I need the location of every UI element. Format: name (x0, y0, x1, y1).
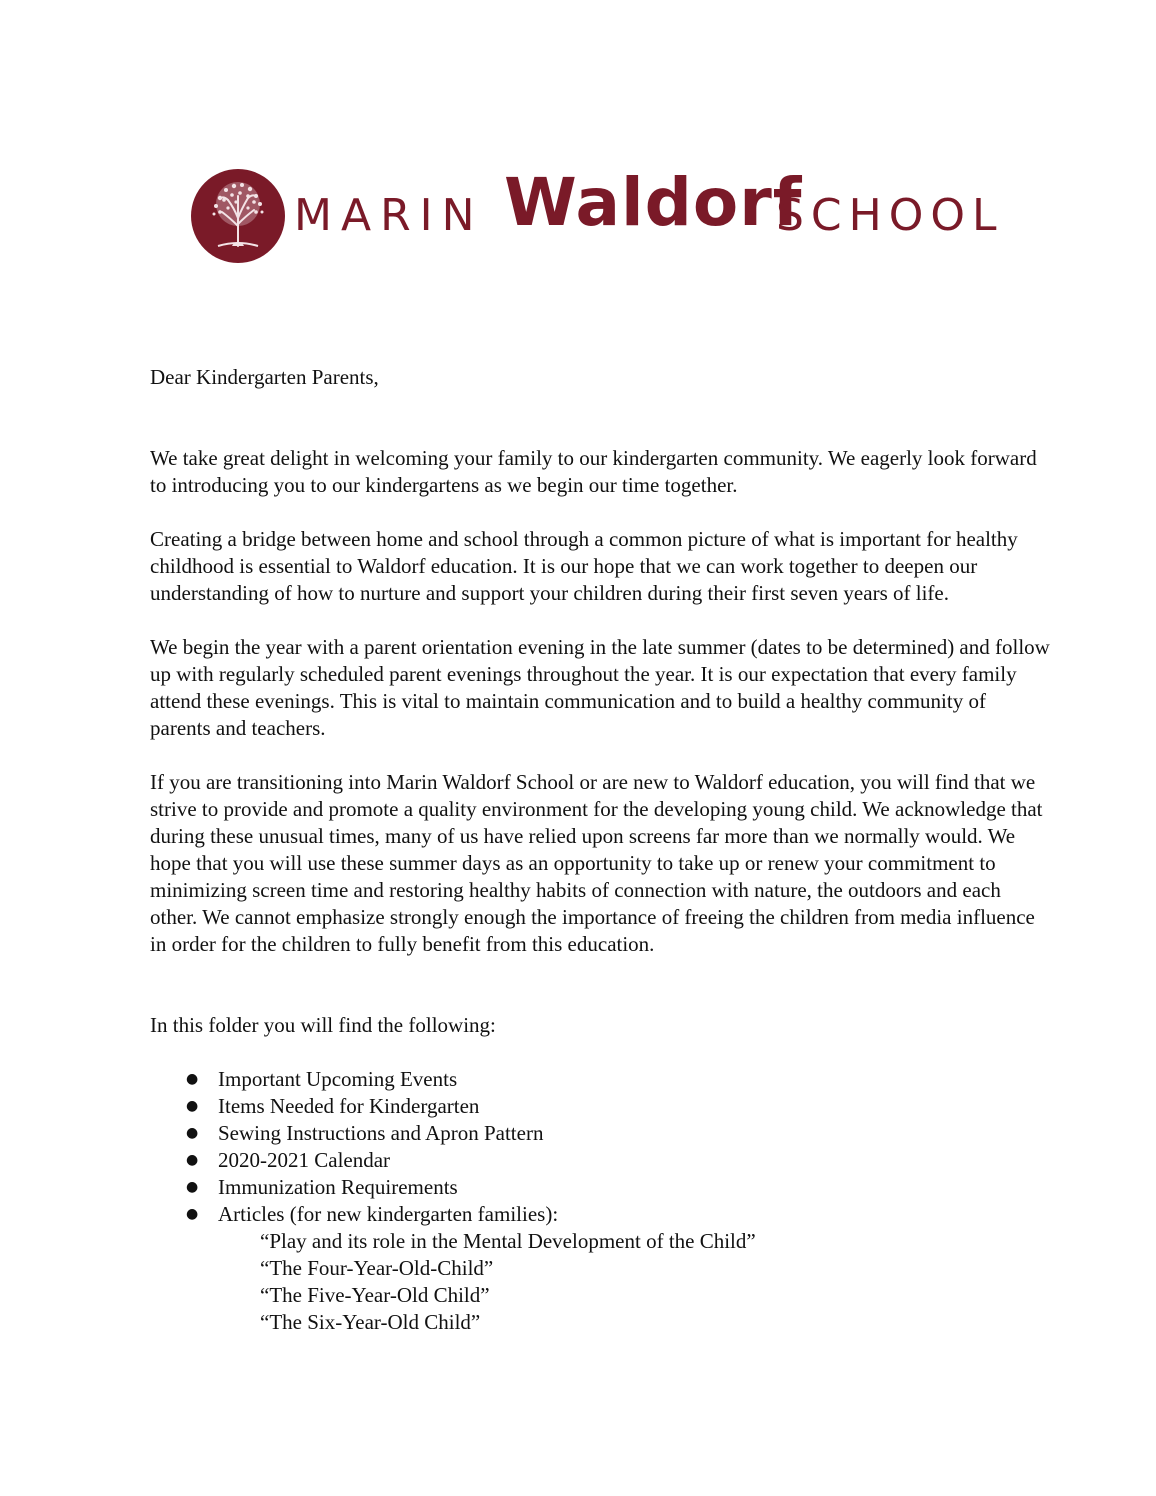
list-item-label: Sewing Instructions and Apron Pattern (218, 1121, 544, 1145)
articles-list (150, 1228, 1050, 1336)
paragraph-bridge: Creating a bridge between home and school through a common picture of what is important for healthy childhood is essential to Waldorf education. It is our hope that we can work together to deepen our understanding of how to nurture and support your children during their first seven years of life. (150, 527, 1018, 605)
folder-intro: In this folder you will find the following: (150, 1013, 496, 1037)
list-item (186, 1066, 1050, 1093)
article-title: “The Five-Year-Old Child” (260, 1283, 490, 1307)
bullet-icon: ● (186, 1098, 199, 1114)
list-item-label: Articles (for new kindergarten families): (218, 1202, 559, 1226)
list-item (186, 1201, 1050, 1228)
article-title: “The Six-Year-Old Child” (260, 1310, 481, 1334)
list-item-label: Immunization Requirements (218, 1175, 458, 1199)
list-item (186, 1174, 1050, 1201)
article-title: “The Four-Year-Old-Child” (260, 1256, 494, 1280)
article-title: “Play and its role in the Mental Development of the Child” (260, 1229, 756, 1253)
bullet-icon: ● (186, 1179, 199, 1195)
list-item (186, 1093, 1050, 1120)
salutation: Dear Kindergarten Parents, (150, 365, 379, 389)
bullet-icon: ● (186, 1125, 199, 1141)
list-item-label: 2020-2021 Calendar (218, 1148, 391, 1172)
letterhead (190, 164, 1020, 268)
wordmark-marin: MARIN (294, 190, 484, 241)
list-item (186, 1120, 1050, 1147)
list-item-label: Important Upcoming Events (218, 1067, 458, 1091)
paragraph-welcome: We take great delight in welcoming your family to our kindergarten community. We eagerly look forward to introducing you to our kindergartens as we begin our time together. (150, 446, 1037, 497)
letter-body (150, 364, 1050, 1336)
paragraph-orientation: We begin the year with a parent orientation evening in the late summer (dates to be determined) and follow up with regularly scheduled parent evenings throughout the year. It is our expectation that every family attend these evenings. This is vital to maintain communication and to build a healthy community of parents and teachers. (150, 635, 1050, 740)
list-item (186, 1147, 1050, 1174)
bullet-icon: ● (186, 1206, 199, 1222)
wordmark-waldorf: Waldorf (504, 164, 803, 241)
folder-contents-list (150, 1066, 1050, 1228)
bullet-icon: ● (186, 1152, 199, 1168)
list-item-label: Items Needed for Kindergarten (218, 1094, 480, 1118)
paragraph-screen-time: If you are transitioning into Marin Waldorf School or are new to Waldorf education, you will find that we strive to provide and promote a quality environment for the developing young child. We acknowledge that during these unusual times, many of us have relied upon screens far more than we normally would. We hope that you will use these summer days as an opportunity to take up or renew your commitment to minimizing screen time and restoring healthy habits of connection with nature, the outdoors and each other. We cannot emphasize strongly enough the importance of freeing the children from media influence in order for the children to fully benefit from this education. (150, 770, 1043, 956)
tree-seal-icon (190, 168, 286, 264)
bullet-icon: ● (186, 1071, 199, 1087)
wordmark-school: SCHOOL (776, 190, 1004, 241)
